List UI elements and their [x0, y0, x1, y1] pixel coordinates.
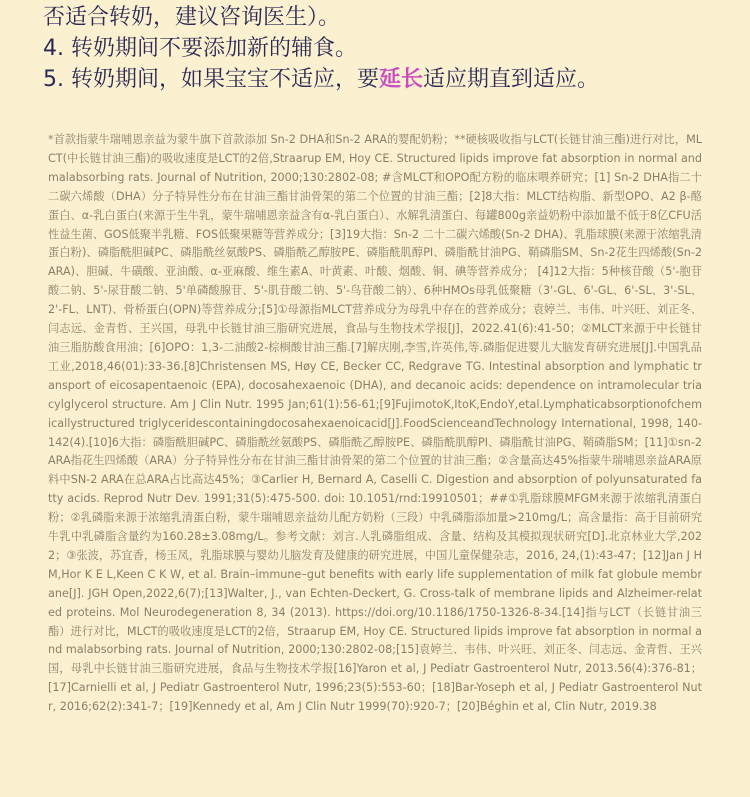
tip-item	[43, 64, 730, 95]
tip-text: 5. 转奶期间，如果宝宝不适应，要	[43, 67, 379, 92]
tip-highlight: 延长	[379, 67, 424, 92]
tips-list	[43, 2, 730, 95]
tip-text: 4. 转奶期间不要添加新的辅食。	[43, 36, 357, 61]
tip-item	[43, 33, 730, 64]
tip-text: 否适合转奶，建议咨询医生）。	[43, 5, 341, 30]
tip-text: 适应期直到适应。	[423, 67, 600, 92]
footnote-references: *首款指蒙牛瑞哺恩亲益为蒙牛旗下首款添加 Sn-2 DHA和Sn-2 ARA的婴配奶粉；**硬核吸收指与LCT(长链甘油三酯)进行对比，MLCT(中长链甘油三酯)的吸收速度是LCT的2倍,Straarup EM, Hoy CE. Structured lipids improve fat absorption in normal and malabsorbing rats. Journal of Nutrition, 2000;130:2802-08; #含MLCT和OPO配方粉的临床喂养研究；[1] Sn-2 DHA指二十二碳六烯酸（DHA）分子特异性分布在甘油三酯甘油骨架的第二个位置的甘油三酯；[2]8大指：MLCT结构脂、新型OPO、A2 β-酪蛋白、α-乳白蛋白(来源于生牛乳，蒙牛瑞哺恩亲益含有α-乳白蛋白）、水解乳清蛋白、每罐800g亲益奶粉中添加量不低于8亿CFU活性益生菌、GOS低聚半乳糖、FOS低聚果糖等营养成分；[3]19大指：Sn-2 二十二碳六烯酸(Sn-2 DHA)、乳脂球膜(来源于浓缩乳清蛋白粉)、磷脂酰胆碱PC、磷脂酰丝氨酸PS、磷脂酰乙醇胺PE、磷脂酰肌醇PI、磷脂酰甘油PG、鞘磷脂SM、Sn-2花生四烯酸(Sn-2ARA)、胆碱、牛磺酸、亚油酸、α-亚麻酸、维生素A、叶黄素、叶酸、烟酸、铜、碘等营养成分； [4]12大指：5种核苷酸（5'-胞苷酸二钠、5'-尿苷酸二钠、5'单磷酸腺苷、5'-肌苷酸二钠、5'-鸟苷酸二钠）、6种HMOs母乳低聚糖（3'-GL、6'-GL、6'-SL、3'-SL、2'-FL、LNT)、骨桥蛋白(OPN)等营养成分;[5]①母源指MLCT营养成分为母乳中存在的营养成分；袁婷兰、韦伟、叶兴旺、刘正冬、闫志远、金青哲、王兴国，母乳中长链甘油三脂研究进展，食品与生物技术学报[J]，2022.41(6):41-50；②MLCT来源于中长链甘油三脂肪酸食用油；[6]OPO：1,3-二油酸2-棕榈酸甘油三酯.[7]解庆刚,李雪,许英伟,等.磷脂促进婴儿大脑发育研究进展[J].中国乳品工业,2018,46(01):33-36.[8]Christensen MS, Høy CE, Becker CC, Redgrave TG. Intestinal absorption and lymphatic transport of eicosapentaenoic (EPA), docosahexaenoic (DHA), and decanoic acids: dependence on intramolecular triacylglycerol structure. Am J Clin Nutr. 1995 Jan;61(1):56-61;[9]FujimotoK,ItoK,EndoY,etal.Lymphaticabsorptionofchemicallystructured triglyceridescontainingdocosahexaenoicacid[J].FoodScienceandTechnology International, 1998, 140-142(4).[10]6大指：磷脂酰胆碱PC、磷脂酰丝氨酸PS、磷脂酰乙醇胺PE、磷脂酰肌醇PI、磷脂酰甘油PG、鞘磷脂SM；[11]①sn-2 ARA指花生四烯酸（ARA）分子特异性分布在甘油三酯甘油骨架的第二个位置的甘油三酯；②含量高达45%指蒙牛瑞哺恩亲益ARA原料中SN-2 ARA在总ARA占比高达45%；③Carlier H, Bernard A, Caselli C. Digestion and absorption of polyunsaturated fatty acids. Reprod Nutr Dev. 1991;31(5):475-500. doi: 10.1051/rnd:19910501；##①乳脂球膜MFGM来源于浓缩乳清蛋白粉；②乳磷脂来源于浓缩乳清蛋白粉，蒙牛瑞哺恩亲益幼儿配方奶粉（三段）中乳磷脂添加量>210mg/L；高含量指：高于目前研究牛乳中乳磷脂含量约为160.28±3.08mg/L。参考文献：刘言.人乳磷脂组成、含量、结构及其模拟现状研究[D].北京林业大学,2022；③张波，苏宜香，杨玉凤，乳脂球膜与婴幼儿脑发育及健康的研究进展，中国儿童保健杂志，2016, 24,(1):43-47；[12]Jan J H M,Hor K E L,Keen C K W, et al. Brain–immune–gut benefits with early life supplementation of milk fat globule membrane[J]. JGH Open,2022,6(7);[13]Walter, J., van Echten-Deckert, G. Cross-talk of membrane lipids and Alzheimer-related proteins. Mol Neurodegeneration 8, 34 (2013). https://doi.org/10.1186/1750-1326-8-34.[14]指与LCT（长链甘油三酯）进行对比，MLCT的吸收速度是LCT的2倍，Straarup EM, Hoy CE. Structured lipids improve fat absorption in normal and malabsorbing rats. Journal of Nutrition, 2000;130:2802-08;[15]袁婷兰、韦伟、叶兴旺、刘正冬、闫志远、金青哲、王兴国，母乳中长链甘油三脂研究进展，食品与生物技术学报[16]Yaron et al, J Pediatr Gastroenterol Nutr, 2013.56(4):376-81；[17]Carnielli et al, J Pediatr Gastroenterol Nutr, 1996;23(5):553-60；[18]Bar-Yoseph et al, J Pediatr Gastroenterol Nutr, 2016;62(2):341-7；[19]Kennedy et al, Am J Clin Nutr 1999(70):920-7；[20]Béghin et al, Clin Nutr, 2019.38	[48, 133, 702, 714]
tip-item	[43, 2, 730, 33]
